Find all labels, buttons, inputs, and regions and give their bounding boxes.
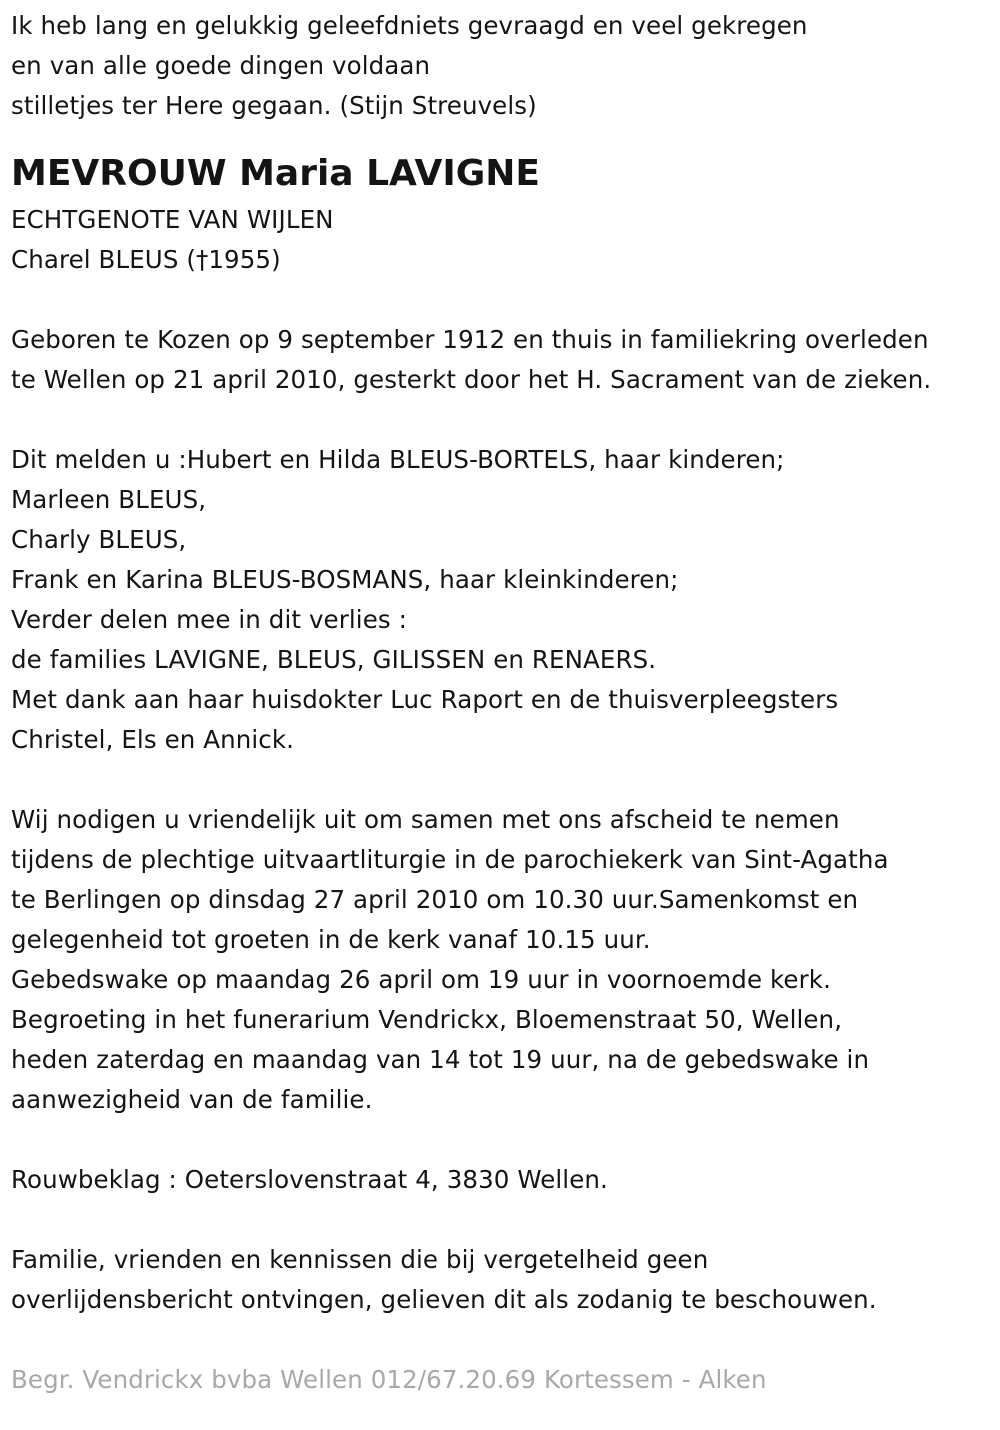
spacer [11, 400, 996, 440]
notice-line: overlijdensbericht ontvingen, gelieven dit als zodanig te beschouwen. [11, 1285, 877, 1314]
funeral-line: gelegenheid tot groeten in de kerk vanaf 10.15 uur. [11, 925, 651, 954]
family-line: Dit melden u :Hubert en Hilda BLEUS-BORTELS, haar kinderen; [11, 445, 785, 474]
spouse-block [11, 200, 996, 280]
spacer [11, 280, 996, 320]
family-line: de families LAVIGNE, BLEUS, GILISSEN en RENAERS. [11, 645, 657, 674]
funeral-line: aanwezigheid van de familie. [11, 1085, 373, 1114]
funeral-line: heden zaterdag en maandag van 14 tot 19 uur, na de gebedswake in [11, 1045, 870, 1074]
funeral-line: tijdens de plechtige uitvaartliturgie in de parochiekerk van Sint-Agatha [11, 845, 889, 874]
spacer [11, 1320, 996, 1360]
spacer [11, 1200, 996, 1240]
birth-death-block [11, 320, 996, 400]
notice-line: Familie, vrienden en kennissen die bij vergetelheid geen [11, 1245, 709, 1274]
condolence-address: Rouwbeklag : Oeterslovenstraat 4, 3830 Wellen. [11, 1165, 608, 1194]
birth-death-line: te Wellen op 21 april 2010, gesterkt door het H. Sacrament van de zieken. [11, 365, 932, 394]
notice-block [11, 1240, 996, 1320]
family-line: Charly BLEUS, [11, 525, 187, 554]
family-line: Met dank aan haar huisdokter Luc Raport en de thuisverpleegsters [11, 685, 839, 714]
funeral-home-footer: Begr. Vendrickx bvba Wellen 012/67.20.69 Kortessem - Alken [11, 1365, 767, 1394]
birth-death-line: Geboren te Kozen op 9 september 1912 en thuis in familiekring overleden [11, 325, 929, 354]
obituary-notice [11, 6, 996, 1400]
quote-line: Ik heb lang en gelukkig geleefdniets gevraagd en veel gekregen [11, 11, 808, 40]
family-line: Verder delen mee in dit verlies : [11, 605, 407, 634]
family-line: Christel, Els en Annick. [11, 725, 295, 754]
quote-block [11, 6, 996, 126]
funeral-line: Wij nodigen u vriendelijk uit om samen met ons afscheid te nemen [11, 805, 840, 834]
funeral-line: Begroeting in het funerarium Vendrickx, Bloemenstraat 50, Wellen, [11, 1005, 843, 1034]
family-line: Frank en Karina BLEUS-BOSMANS, haar kleinkinderen; [11, 565, 679, 594]
quote-line: en van alle goede dingen voldaan [11, 51, 431, 80]
funeral-line: te Berlingen op dinsdag 27 april 2010 om 10.30 uur.Samenkomst en [11, 885, 859, 914]
spacer [11, 760, 996, 800]
spouse-line: Charel BLEUS (†1955) [11, 245, 281, 274]
family-line: Marleen BLEUS, [11, 485, 207, 514]
family-block [11, 440, 996, 760]
funeral-line: Gebedswake op maandag 26 april om 19 uur in voornoemde kerk. [11, 965, 831, 994]
spacer [11, 1120, 996, 1160]
funeral-block [11, 800, 996, 1120]
deceased-name: MEVROUW Maria LAVIGNE [11, 153, 540, 194]
quote-line: stilletjes ter Here gegaan. (Stijn Streuvels) [11, 91, 537, 120]
spouse-line: ECHTGENOTE VAN WIJLEN [11, 205, 334, 234]
